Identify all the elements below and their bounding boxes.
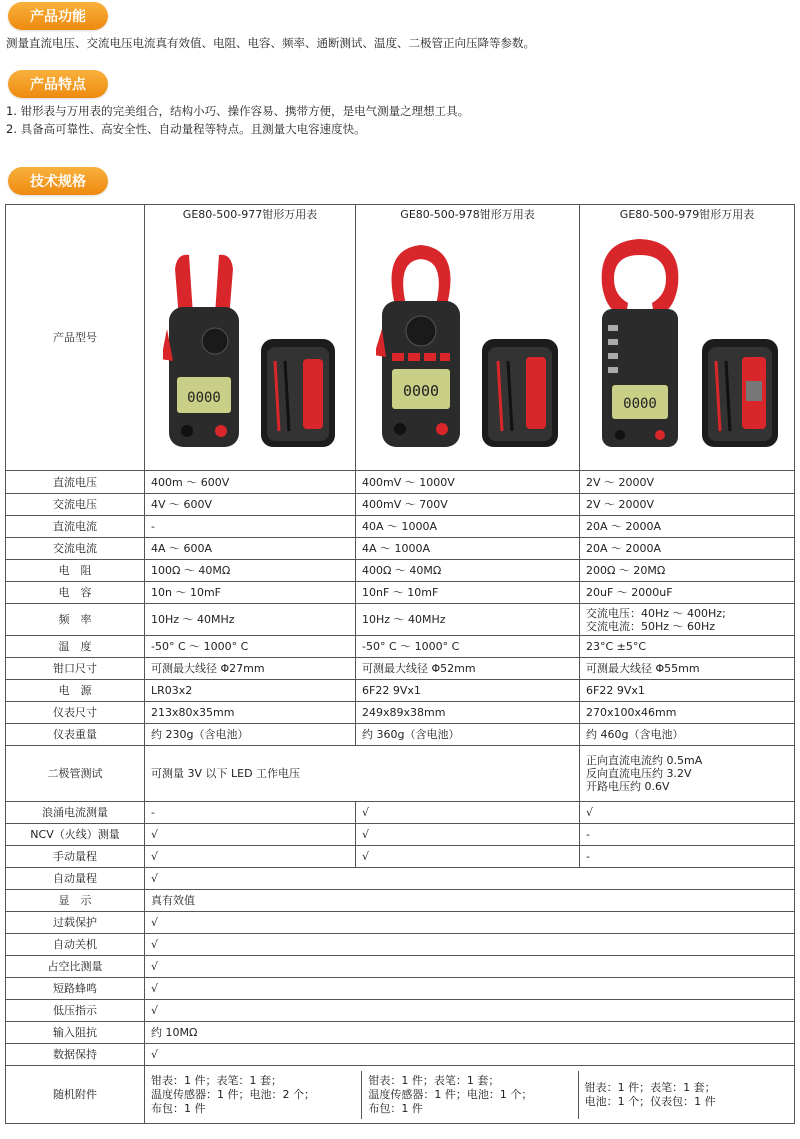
spec-value-model-2: 6F22 9Vx1 bbox=[356, 680, 580, 702]
spec-label: 仪表重量 bbox=[6, 724, 145, 746]
diode-shared-value: 可测量 3V 以下 LED 工作电压 bbox=[145, 746, 580, 802]
spec-label: 随机附件 bbox=[6, 1066, 145, 1124]
merged-value: 约 10MΩ bbox=[145, 1022, 795, 1044]
spec-value-model-3: 2V ～ 2000V bbox=[580, 471, 795, 494]
spec-value-model-3: 20uF ～ 2000uF bbox=[580, 582, 795, 604]
spec-label: 交流电压 bbox=[6, 494, 145, 516]
spec-value-model-3: 6F22 9Vx1 bbox=[580, 680, 795, 702]
merged-row bbox=[6, 934, 795, 956]
check-value-model-3: √ bbox=[580, 802, 795, 824]
spec-label: 直流电压 bbox=[6, 471, 145, 494]
spec-label: 交流电流 bbox=[6, 538, 145, 560]
merged-value: √ bbox=[145, 912, 795, 934]
spec-label: 电 源 bbox=[6, 680, 145, 702]
spec-label: 频 率 bbox=[6, 604, 145, 636]
spec-row bbox=[6, 582, 795, 604]
spec-value-model-3: 约 460g（含电池） bbox=[580, 724, 795, 746]
spec-label: 显 示 bbox=[6, 890, 145, 912]
accessories-cell bbox=[145, 1066, 795, 1124]
merged-value: √ bbox=[145, 1044, 795, 1066]
spec-label: 手动量程 bbox=[6, 846, 145, 868]
model-cell-979 bbox=[580, 205, 795, 471]
spec-value-model-3: 23°C ±5°C bbox=[580, 636, 795, 658]
spec-label: 电 阻 bbox=[6, 560, 145, 582]
accessories-model-2: 钳表：1 件；表笔：1 套； 温度传感器：1 件；电池：1 个； 布包：1 件 bbox=[361, 1071, 577, 1119]
spec-value-model-1: LR03x2 bbox=[145, 680, 356, 702]
check-value-model-1: - bbox=[145, 802, 356, 824]
spec-row bbox=[6, 680, 795, 702]
spec-value-model-1: 100Ω ～ 40MΩ bbox=[145, 560, 356, 582]
spec-value-model-3: 交流电压：40Hz ～ 400Hz; 交流电流：50Hz ～ 60Hz bbox=[580, 604, 795, 636]
spec-value-model-2: 400Ω ～ 40MΩ bbox=[356, 560, 580, 582]
spec-value-model-3: 200Ω ～ 20MΩ bbox=[580, 560, 795, 582]
characteristics-line-2: 2. 具备高可靠性、高安全性、自动量程等特点。且测量大电容速度快。 bbox=[6, 122, 366, 136]
spec-value-model-2: 10nF ～ 10mF bbox=[356, 582, 580, 604]
section-badge-specs: 技术规格 bbox=[8, 167, 108, 195]
model-label: 产品型号 bbox=[6, 205, 145, 471]
spec-value-model-2: 400mV ～ 1000V bbox=[356, 471, 580, 494]
spec-row bbox=[6, 702, 795, 724]
check-value-model-3: - bbox=[580, 824, 795, 846]
merged-row bbox=[6, 890, 795, 912]
spec-label: 自动关机 bbox=[6, 934, 145, 956]
spec-label: 仪表尺寸 bbox=[6, 702, 145, 724]
spec-value-model-1: 400m ～ 600V bbox=[145, 471, 356, 494]
model-row bbox=[6, 205, 795, 471]
spec-value-model-2: 40A ～ 1000A bbox=[356, 516, 580, 538]
check-value-model-2: √ bbox=[356, 824, 580, 846]
spec-label: 输入阻抗 bbox=[6, 1022, 145, 1044]
spec-row bbox=[6, 494, 795, 516]
clamp-meter-979-image bbox=[594, 235, 686, 449]
merged-value: 真有效值 bbox=[145, 890, 795, 912]
merged-row bbox=[6, 868, 795, 890]
model-name-978: GE80-500-978钳形万用表 bbox=[400, 208, 535, 221]
spec-value-model-3: 20A ～ 2000A bbox=[580, 538, 795, 560]
spec-label: 占空比测量 bbox=[6, 956, 145, 978]
check-value-model-2: √ bbox=[356, 802, 580, 824]
features-text: 测量直流电压、交流电压电流真有效值、电阻、电容、频率、通断测试、温度、二极管正向压降等参数。 bbox=[6, 36, 535, 50]
carry-bag-979-image bbox=[700, 331, 780, 449]
spec-row bbox=[6, 724, 795, 746]
spec-value-model-1: 10n ～ 10mF bbox=[145, 582, 356, 604]
merged-row bbox=[6, 978, 795, 1000]
spec-row bbox=[6, 538, 795, 560]
merged-row bbox=[6, 1022, 795, 1044]
model-cell-978 bbox=[356, 205, 580, 471]
spec-row bbox=[6, 471, 795, 494]
spec-label: 自动量程 bbox=[6, 868, 145, 890]
check-value-model-1: √ bbox=[145, 824, 356, 846]
spec-value-model-1: 10Hz ～ 40MHz bbox=[145, 604, 356, 636]
spec-value-model-3: 270x100x46mm bbox=[580, 702, 795, 724]
spec-value-model-1: 约 230g（含电池） bbox=[145, 724, 356, 746]
svg-text:0000: 0000 bbox=[187, 390, 221, 406]
check-value-model-2: √ bbox=[356, 846, 580, 868]
spec-label: 二极管测试 bbox=[6, 746, 145, 802]
spec-value-model-2: 249x89x38mm bbox=[356, 702, 580, 724]
spec-value-model-2: 可测最大线径 Φ52mm bbox=[356, 658, 580, 680]
diode-value-model-3: 正向直流电流约 0.5mA 反向直流电压约 3.2V 开路电压约 0.6V bbox=[580, 746, 795, 802]
check-row bbox=[6, 802, 795, 824]
spec-value-model-3: 可测最大线径 Φ55mm bbox=[580, 658, 795, 680]
merged-value: √ bbox=[145, 1000, 795, 1022]
clamp-meter-977-image bbox=[163, 249, 245, 449]
clamp-meter-978-image bbox=[376, 239, 466, 449]
accessories-model-1: 钳表：1 件；表笔：1 套； 温度传感器：1 件；电池：2 个； 布包：1 件 bbox=[151, 1073, 315, 1115]
check-row bbox=[6, 824, 795, 846]
spec-value-model-1: 213x80x35mm bbox=[145, 702, 356, 724]
merged-row bbox=[6, 1000, 795, 1022]
spec-value-model-3: 20A ～ 2000A bbox=[580, 516, 795, 538]
merged-row bbox=[6, 912, 795, 934]
spec-label: NCV（火线）测量 bbox=[6, 824, 145, 846]
spec-value-model-1: 可测最大线径 Φ27mm bbox=[145, 658, 356, 680]
spec-label: 电 容 bbox=[6, 582, 145, 604]
spec-value-model-2: 400mV ～ 700V bbox=[356, 494, 580, 516]
merged-value: √ bbox=[145, 868, 795, 890]
merged-row bbox=[6, 956, 795, 978]
spec-value-model-2: 10Hz ～ 40MHz bbox=[356, 604, 580, 636]
spec-row bbox=[6, 636, 795, 658]
characteristics-line-1: 1. 钳形表与万用表的完美组合，结构小巧、操作容易、携带方便，是电气测量之理想工具。 bbox=[6, 104, 470, 118]
spec-label: 浪涌电流测量 bbox=[6, 802, 145, 824]
section-badge-features: 产品功能 bbox=[8, 2, 108, 30]
spec-label: 数据保持 bbox=[6, 1044, 145, 1066]
check-value-model-1: √ bbox=[145, 846, 356, 868]
merged-row bbox=[6, 1044, 795, 1066]
diode-test-row bbox=[6, 746, 795, 802]
spec-label: 钳口尺寸 bbox=[6, 658, 145, 680]
spec-table bbox=[5, 204, 795, 1124]
carry-bag-978-image bbox=[480, 331, 560, 449]
spec-value-model-3: 2V ～ 2000V bbox=[580, 494, 795, 516]
spec-row bbox=[6, 560, 795, 582]
spec-label: 温 度 bbox=[6, 636, 145, 658]
spec-value-model-2: -50° C ～ 1000° C bbox=[356, 636, 580, 658]
check-row bbox=[6, 846, 795, 868]
spec-label: 过载保护 bbox=[6, 912, 145, 934]
spec-value-model-2: 4A ～ 1000A bbox=[356, 538, 580, 560]
model-name-979: GE80-500-979钳形万用表 bbox=[619, 208, 755, 221]
spec-row bbox=[6, 604, 795, 636]
accessories-row bbox=[6, 1066, 795, 1124]
spec-row bbox=[6, 658, 795, 680]
merged-value: √ bbox=[145, 956, 795, 978]
spec-value-model-1: - bbox=[145, 516, 356, 538]
spec-value-model-2: 约 360g（含电池） bbox=[356, 724, 580, 746]
spec-label: 低压指示 bbox=[6, 1000, 145, 1022]
model-cell-977 bbox=[145, 205, 356, 471]
carry-bag-977-image bbox=[259, 331, 337, 449]
spec-value-model-1: -50° C ～ 1000° C bbox=[145, 636, 356, 658]
spec-value-model-1: 4V ～ 600V bbox=[145, 494, 356, 516]
accessories-model-3: 钳表：1 件；表笔：1 套； 电池：1 个；仪表包：1 件 bbox=[578, 1071, 794, 1119]
merged-value: √ bbox=[145, 978, 795, 1000]
spec-value-model-1: 4A ～ 600A bbox=[145, 538, 356, 560]
check-value-model-3: - bbox=[580, 846, 795, 868]
spec-label: 短路蜂鸣 bbox=[6, 978, 145, 1000]
spec-label: 直流电流 bbox=[6, 516, 145, 538]
spec-row bbox=[6, 516, 795, 538]
model-name-977: GE80-500-977钳形万用表 bbox=[182, 208, 318, 221]
merged-value: √ bbox=[145, 934, 795, 956]
section-badge-characteristics: 产品特点 bbox=[8, 70, 108, 98]
svg-text:0000: 0000 bbox=[402, 382, 439, 400]
svg-text:0000: 0000 bbox=[623, 396, 657, 412]
